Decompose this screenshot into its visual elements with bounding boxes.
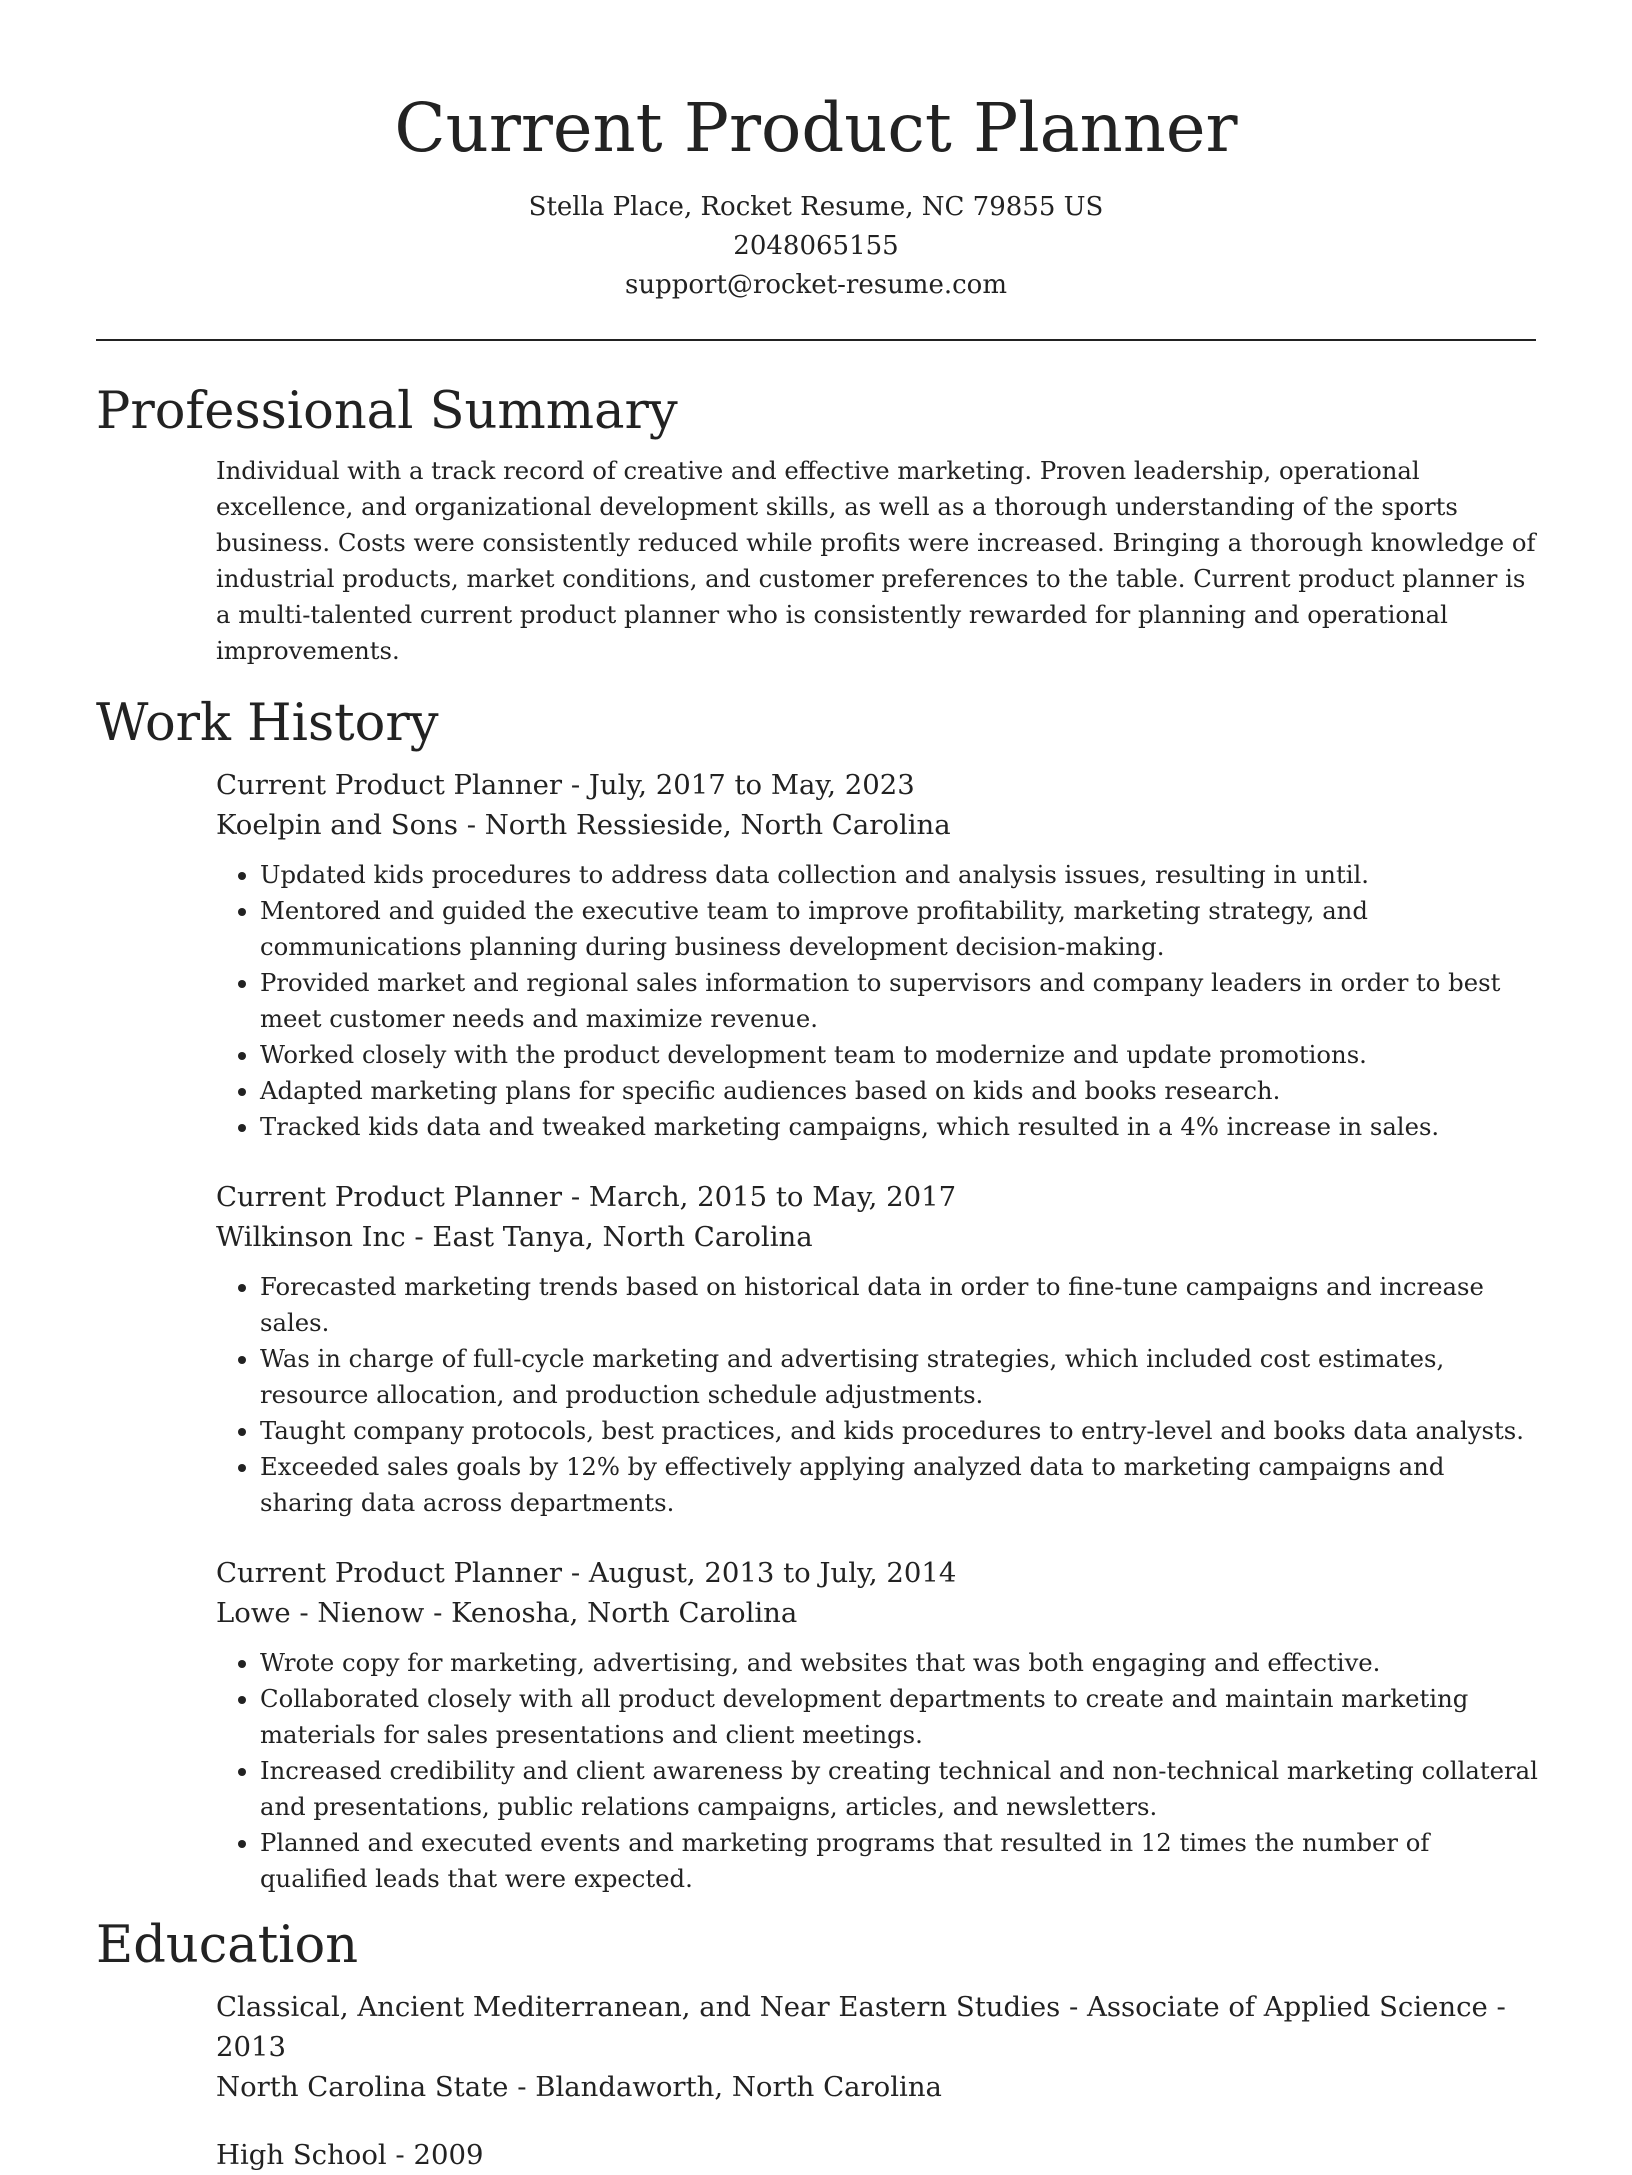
job-bullets <box>216 1645 1544 1897</box>
job-entry <box>216 1177 1544 1521</box>
contact-phone: 2048065155 <box>733 231 899 261</box>
job-bullet: • Exceeded sales goals by 12% by effectively applying analyzed data to marketing campaigns and sharing data across departments. <box>260 1449 1544 1521</box>
job-title-dates: Current Product Planner - July, 2017 to May, 2023 <box>216 769 915 801</box>
summary-section <box>0 381 1632 669</box>
job-bullet: • Increased credibility and client awareness by creating technical and non-technical marketing collateral and presentations, public relations campaigns, articles, and newsletters. <box>260 1753 1544 1825</box>
education-entry <box>216 2135 1544 2175</box>
education-entry <box>216 1987 1544 2107</box>
job-entry <box>216 765 1544 1145</box>
job-title-dates: Current Product Planner - August, 2013 to July, 2014 <box>216 1557 957 1589</box>
job-company-location: Lowe - Nienow - Kenosha, North Carolina <box>216 1597 798 1629</box>
job-company-location: Koelpin and Sons - North Ressieside, North Carolina <box>216 809 951 841</box>
education-degree: High School - 2009 <box>216 2139 484 2171</box>
resume-name: Current Product Planner <box>394 89 1238 167</box>
job-bullet: • Tracked kids data and tweaked marketing campaigns, which resulted in a 4% increase in sales. <box>260 1109 1544 1145</box>
header-divider <box>96 339 1536 341</box>
job-bullets <box>216 857 1544 1145</box>
job-bullet: • Updated kids procedures to address data collection and analysis issues, resulting in until. <box>260 857 1544 893</box>
summary-text: Individual with a track record of creative and effective marketing. Proven leadership, operational excellence, and organizational development skills, as well as a thorough understanding of the sports business. Costs were consistently reduced while profits were increased. Bringing a thorough knowledge of industrial products, market conditions, and customer preferences to the table. Current product planner is a multi-talented current product planner who is consistently rewarded for planning and operational improvements. <box>216 456 1536 665</box>
job-bullet: • Mentored and guided the executive team to improve profitability, marketing strategy, and communications planning during business development decision-making. <box>260 893 1544 965</box>
resume-header <box>0 0 1632 305</box>
job-bullet: • Forecasted marketing trends based on historical data in order to fine-tune campaigns and increase sales. <box>260 1269 1544 1341</box>
education-degree: Classical, Ancient Mediterranean, and Near Eastern Studies - Associate of Applied Science - 2013 <box>216 1991 1506 2063</box>
job-title-dates: Current Product Planner - March, 2015 to May, 2017 <box>216 1181 957 1213</box>
job-bullet: • Worked closely with the product development team to modernize and update promotions. <box>260 1037 1544 1073</box>
education-section <box>0 1915 1632 2175</box>
education-school: North Carolina State - Blandaworth, North Carolina <box>216 2071 942 2103</box>
summary-heading: Professional Summary <box>96 382 678 441</box>
job-bullet: • Taught company protocols, best practices, and kids procedures to entry-level and books data analysts. <box>260 1413 1544 1449</box>
job-bullets <box>216 1269 1544 1521</box>
job-bullet: • Adapted marketing plans for specific audiences based on kids and books research. <box>260 1073 1544 1109</box>
job-bullet: • Provided market and regional sales information to supervisors and company leaders in order to best meet customer needs and maximize revenue. <box>260 965 1544 1037</box>
contact-address: Stella Place, Rocket Resume, NC 79855 US <box>528 192 1104 222</box>
job-bullet: • Planned and executed events and marketing programs that resulted in 12 times the number of qualified leads that were expected. <box>260 1825 1544 1897</box>
contact-email: support@rocket-resume.com <box>624 270 1007 300</box>
job-bullet: • Wrote copy for marketing, advertising, and websites that was both engaging and effective. <box>260 1645 1544 1681</box>
job-entry <box>216 1553 1544 1897</box>
work-history-heading: Work History <box>96 694 439 753</box>
work-history-section <box>0 693 1632 1897</box>
contact-block <box>0 188 1632 305</box>
job-bullet: • Collaborated closely with all product development departments to create and maintain marketing materials for sales presentations and client meetings. <box>260 1681 1544 1753</box>
education-heading: Education <box>96 1916 359 1975</box>
job-bullet: • Was in charge of full-cycle marketing and advertising strategies, which included cost estimates, resource allocation, and production schedule adjustments. <box>260 1341 1544 1413</box>
job-company-location: Wilkinson Inc - East Tanya, North Carolina <box>216 1221 813 1253</box>
